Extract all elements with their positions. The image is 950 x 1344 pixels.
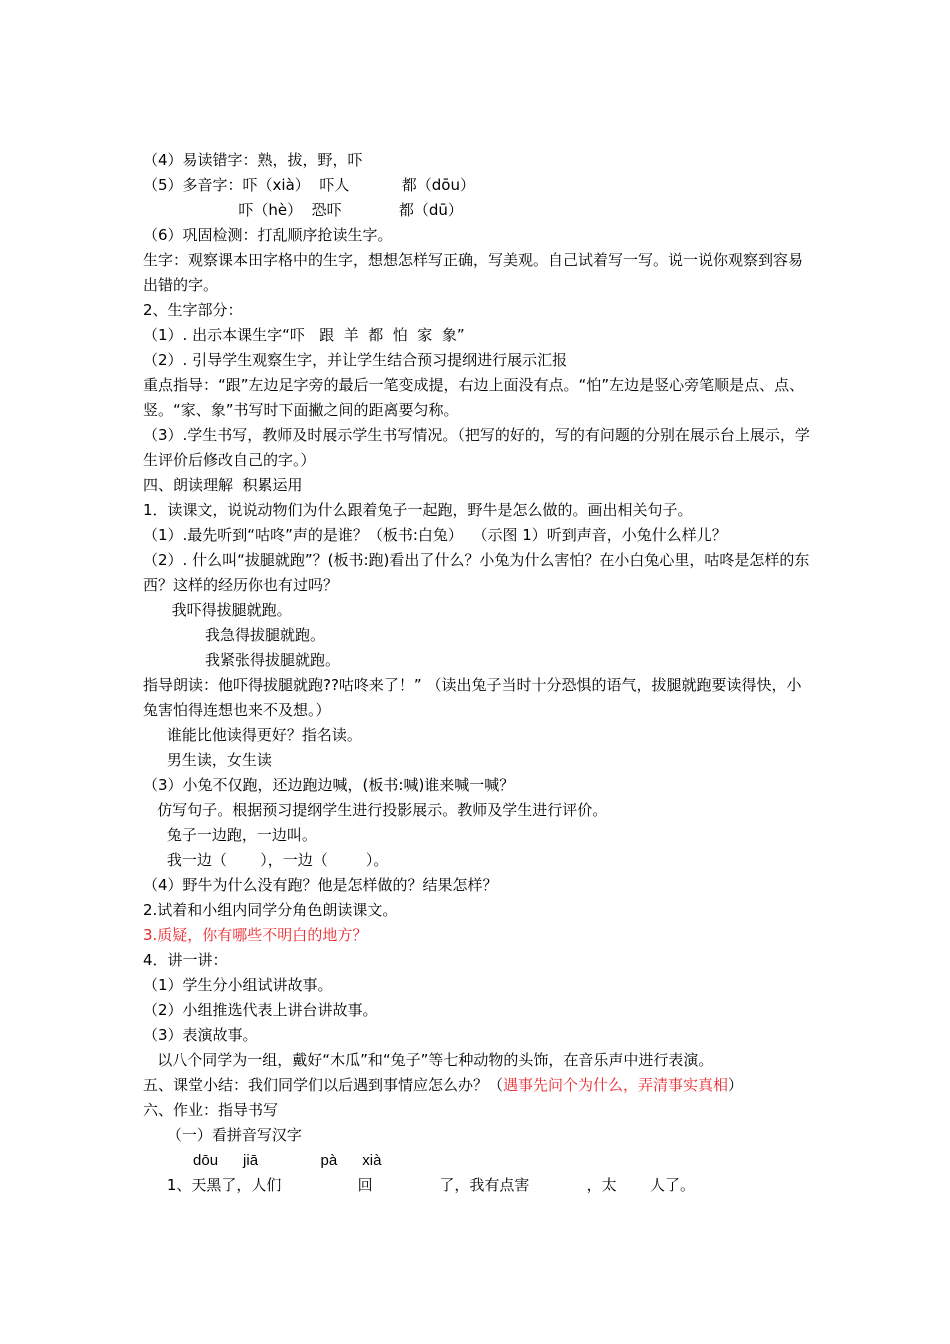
text-line: 3.质疑，你有哪些不明白的地方？: [143, 926, 368, 944]
summary-highlight: 遇事先问个为什么，弄清事实真相: [503, 1076, 729, 1094]
text-line: （4）野牛为什么没有跑？他是怎样做的？结果怎样？: [143, 876, 498, 894]
text-line: 四、朗读理解 积累运用: [143, 476, 303, 494]
text-line: 我急得拔腿就跑。: [143, 626, 325, 644]
homework-line: 六、作业：指导书写: [143, 1101, 279, 1119]
text-line: 1．读课文，说说动物们为什么跟着兔子一起跑，野牛是怎么做的。画出相关句子。: [143, 501, 693, 519]
homework-section: [143, 1098, 813, 1198]
text-line: 2.试着和小组内同学分角色朗读课文。: [143, 901, 398, 919]
text-line: （4）易读错字：熟，拔，野，吓: [143, 151, 363, 169]
text-line: 2、生字部分：: [143, 301, 243, 319]
document-body: [143, 148, 813, 1073]
text-line: 吓（hè） 恐吓 都（dū）: [143, 201, 463, 219]
text-line: 我吓得拔腿就跑。: [143, 601, 292, 619]
summary-suffix: ）: [728, 1076, 744, 1094]
text-line: （1）学生分小组试讲故事。: [143, 976, 333, 994]
text-line: 4．讲一讲：: [143, 951, 228, 969]
text-line: （2）小组推选代表上讲台讲故事。: [143, 1001, 378, 1019]
summary-prefix: 五、课堂小结：我们同学们以后遇到事情应怎么办？（: [143, 1076, 504, 1094]
document-page: [143, 148, 813, 1198]
homework-line: 1、天黑了，人们 回 了，我有点害 ，太 人了。: [143, 1176, 696, 1194]
text-line: 生字：观察课本田字格中的生字，想想怎样写正确，写美观。自己试着写一写。说一说你观察到容易出错的字。: [143, 251, 804, 294]
text-line: （1）.最先听到“咕咚”声的是谁？（板书:白兔） （示图 1）听到声音，小兔什么样儿？: [143, 526, 727, 544]
summary-paragraph: [143, 1073, 813, 1098]
text-line: 指导朗读：他吓得拔腿就跑??咕咚来了！” （读出兔子当时十分恐惧的语气，拔腿就跑要读得快，小兔害怕得连想也来不及想。）: [143, 676, 802, 719]
text-line: （3）.学生书写，教师及时展示学生书写情况。（把写的好的，写的有问题的分别在展示台上展示，学生评价后修改自己的字。）: [143, 426, 810, 469]
text-line: 谁能比他读得更好？指名读。: [143, 726, 362, 744]
text-line: （3）表演故事。: [143, 1026, 258, 1044]
text-line: 仿写句子。根据预习提纲学生进行投影展示。教师及学生进行评价。: [143, 801, 608, 819]
text-line: 男生读，女生读: [143, 751, 272, 769]
text-line: （2）. 什么叫“拔腿就跑”？(板书:跑)看出了什么？小兔为什么害怕？在小白兔心里，咕咚是怎样的东西？这样的经历你也有过吗？: [143, 551, 810, 594]
text-line: 重点指导：“跟”左边足字旁的最后一笔变成提，右边上面没有点。“怕”左边是竖心旁笔顺是点、点、竖。“家、象”书写时下面撇之间的距离要匀称。: [143, 376, 805, 419]
text-line: （5）多音字：吓（xià） 吓人 都（dōu）: [143, 176, 475, 194]
text-line: （1）. 出示本课生字“吓 跟 羊 都 怕 家 象”: [143, 326, 465, 344]
homework-line: （一）看拼音写汉字: [143, 1126, 302, 1144]
text-line: 我紧张得拔腿就跑。: [143, 651, 340, 669]
text-line: （6）巩固检测：打乱顺序抢读生字。: [143, 226, 393, 244]
text-line: 兔子一边跑，一边叫。: [143, 826, 317, 844]
text-line: （2）. 引导学生观察生字，并让学生结合预习提纲进行展示汇报: [143, 351, 568, 369]
text-line: 以八个同学为一组，戴好“木瓜”和“兔子”等七种动物的头饰，在音乐声中进行表演。: [143, 1051, 714, 1069]
homework-line: dōu jiā pà xià: [143, 1152, 382, 1169]
text-line: 我一边（ ），一边（ ）。: [143, 851, 389, 869]
text-line: （3）小兔不仅跑，还边跑边喊，(板书:喊)谁来喊一喊？: [143, 776, 515, 794]
